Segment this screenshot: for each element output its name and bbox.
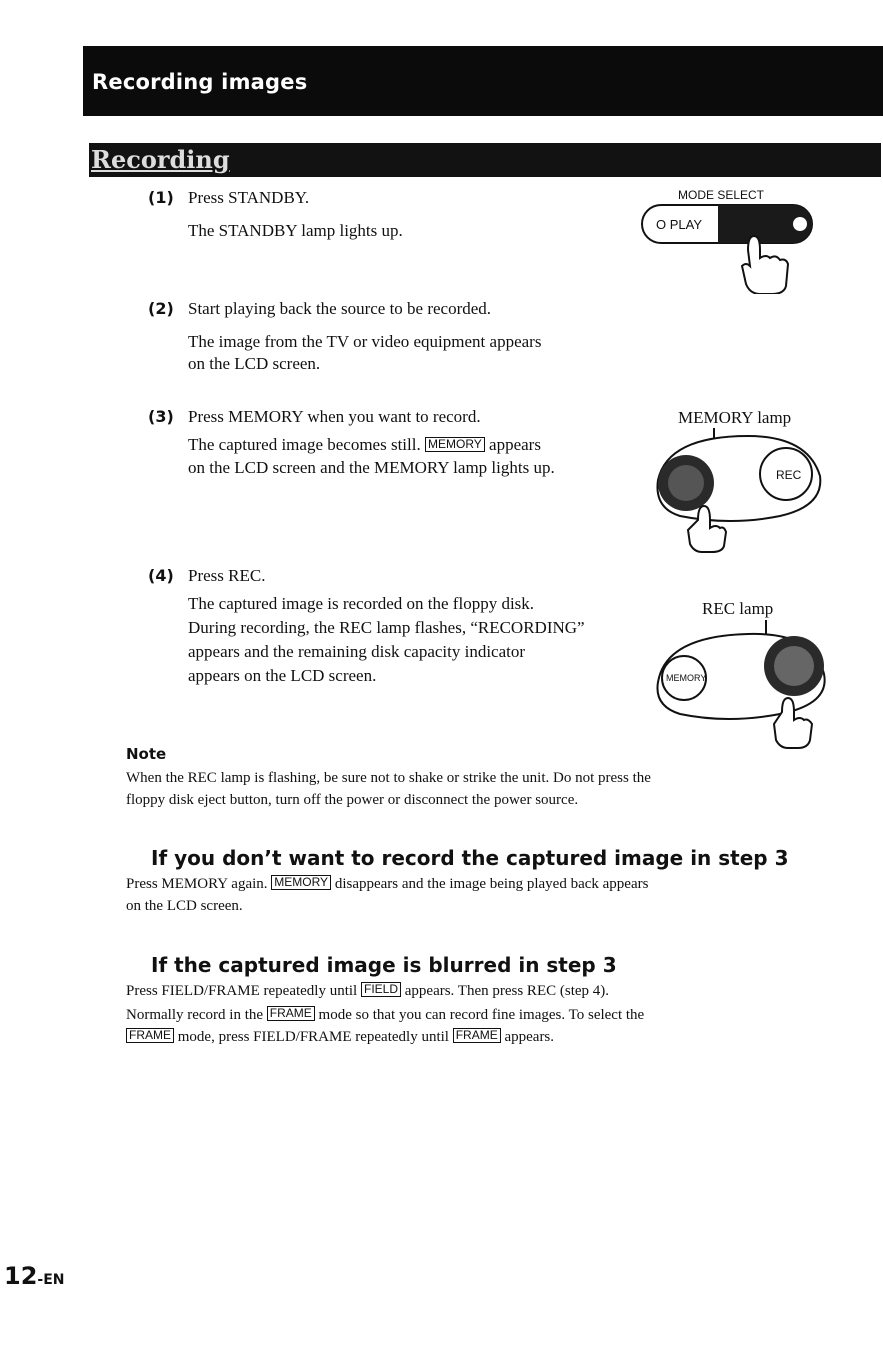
section-3-line-3-post: appears. <box>504 1029 555 1045</box>
step-4-number: (4) <box>148 566 174 585</box>
field-indicator: FIELD <box>361 982 401 997</box>
rec-button-label: REC <box>776 468 802 482</box>
step-3-desc-pre: The captured image becomes still. <box>188 435 421 454</box>
frame-indicator: FRAME <box>267 1006 315 1021</box>
memory-lamp-label: MEMORY lamp <box>678 408 792 427</box>
note-line-2: floppy disk eject button, turn off the power or disconnect the power source. <box>126 792 579 808</box>
rec-button-illustration <box>650 620 832 754</box>
note-line-1: When the REC lamp is flashing, be sure not to shake or strike the unit. Do not press the <box>126 770 651 786</box>
section-3-line-1-post: appears. Then press REC (step 4). <box>404 983 610 999</box>
page-number-suffix: -EN <box>37 1272 65 1288</box>
step-2-desc-2: on the LCD screen. <box>188 354 321 373</box>
section-3-line-3 <box>126 1026 554 1048</box>
section-2-line-2: on the LCD screen. <box>126 898 243 914</box>
page-title: Recording images <box>92 70 308 94</box>
step-2-text: Start playing back the source to be recorded. <box>188 299 492 318</box>
section-3-line-3-mid: mode, press FIELD/FRAME repeatedly until <box>177 1029 449 1045</box>
section-3-line-2 <box>126 1004 644 1026</box>
step-4-desc-3: appears and the remaining disk capacity indicator <box>188 642 526 661</box>
step-4-text: Press REC. <box>188 566 266 585</box>
step-3-desc-1 <box>188 433 541 456</box>
section-3-line-2-pre: Normally record in the <box>126 1007 264 1023</box>
step-4-desc-2: During recording, the REC lamp flashes, “RECORDING” <box>188 618 585 637</box>
section-3-line-1-pre: Press FIELD/FRAME repeatedly until <box>126 983 358 999</box>
step-1-desc: The STANDBY lamp lights up. <box>188 221 403 240</box>
memory-indicator: MEMORY <box>425 437 485 452</box>
page-number-value: 12 <box>4 1262 38 1290</box>
step-3-desc-2: on the LCD screen and the MEMORY lamp lights up. <box>188 458 555 477</box>
step-1-text: Press STANDBY. <box>188 188 310 207</box>
section-2-line-1-pre: Press MEMORY again. <box>126 876 268 892</box>
step-4-desc-1: The captured image is recorded on the floppy disk. <box>188 594 535 613</box>
frame-indicator: FRAME <box>126 1028 174 1043</box>
section-3-line-2-post: mode so that you can record fine images. To select the <box>318 1007 645 1023</box>
section-2-line-1-post: disappears and the image being played back appears <box>334 876 649 892</box>
section-2-line-1 <box>126 873 648 895</box>
memory-button-label: MEMORY <box>666 673 707 683</box>
mode-select-label: MODE SELECT <box>678 188 765 202</box>
section-2-heading: If you don’t want to record the captured image in step 3 <box>151 846 789 870</box>
step-3-text: Press MEMORY when you want to record. <box>188 407 481 426</box>
page-number <box>4 1262 65 1290</box>
section-title: Recording <box>91 145 230 174</box>
section-3-heading: If the captured image is blurred in step 3 <box>151 953 617 977</box>
step-2-desc-1: The image from the TV or video equipment appears <box>188 332 542 351</box>
note-label: Note <box>126 745 167 763</box>
mode-select-switch-illustration <box>640 202 825 294</box>
step-1-number: (1) <box>148 188 174 207</box>
play-label: O PLAY <box>656 217 703 232</box>
rec-lamp-label: REC lamp <box>702 599 774 618</box>
step-4-desc-4: appears on the LCD screen. <box>188 666 377 685</box>
step-3-number: (3) <box>148 407 174 426</box>
memory-button-illustration <box>640 428 830 554</box>
memory-indicator: MEMORY <box>271 875 331 890</box>
frame-indicator: FRAME <box>453 1028 501 1043</box>
section-3-line-1 <box>126 980 609 1002</box>
step-3-desc-post: appears <box>489 435 541 454</box>
step-2-number: (2) <box>148 299 174 318</box>
